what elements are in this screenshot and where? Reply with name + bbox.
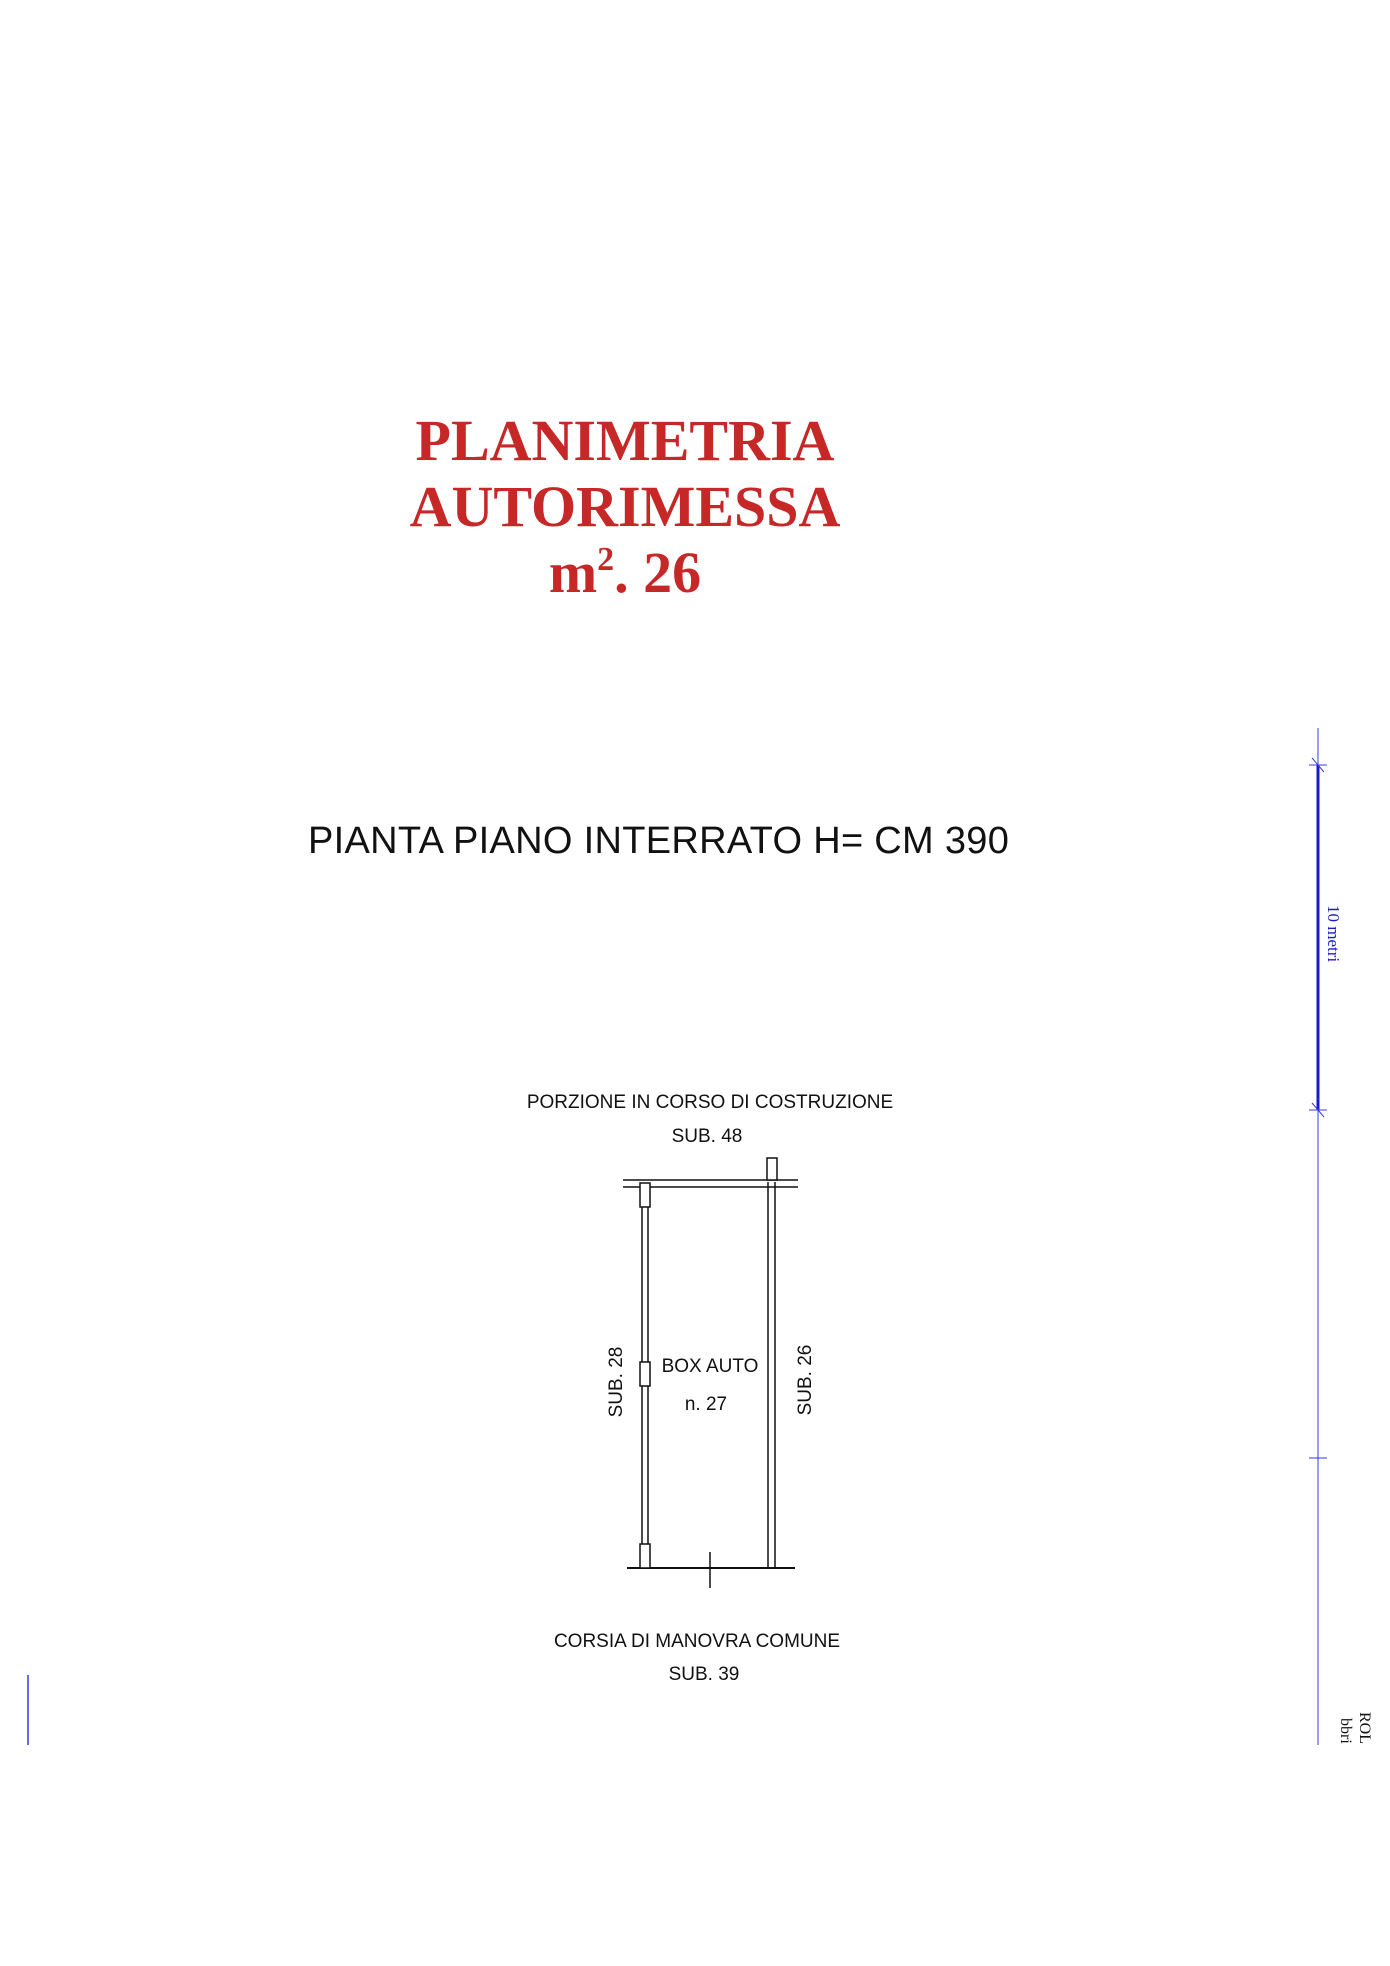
title-line-2: AUTORIMESSA bbox=[409, 474, 841, 539]
top-area-label: PORZIONE IN CORSO DI COSTRUZIONE bbox=[526, 1092, 894, 1113]
title-line-1: PLANIMETRIA bbox=[415, 408, 835, 473]
margin-text-line-2: ROL bbox=[1356, 1712, 1373, 1744]
margin-text bbox=[1337, 1712, 1373, 1744]
pillar-mid-left bbox=[640, 1362, 650, 1386]
room-label: BOX AUTO bbox=[661, 1356, 759, 1377]
area-value: . 26 bbox=[614, 540, 702, 605]
area-unit-exponent: 2 bbox=[597, 541, 615, 578]
room-number: n. 27 bbox=[684, 1394, 728, 1415]
area-unit: m bbox=[548, 540, 598, 605]
right-sub-label: SUB. 26 bbox=[795, 1344, 816, 1416]
scale-bar-label: 10 metri bbox=[1324, 905, 1343, 963]
scale-bar bbox=[1309, 728, 1343, 1745]
margin-text-line-1: bbri bbox=[1337, 1718, 1354, 1744]
pillar-top-right bbox=[767, 1158, 777, 1180]
bottom-area-label: CORSIA DI MANOVRA COMUNE bbox=[553, 1631, 841, 1652]
top-sub-label: SUB. 48 bbox=[671, 1126, 743, 1147]
pillar-top-left bbox=[640, 1183, 650, 1207]
pillar-bottom-left bbox=[640, 1544, 650, 1568]
left-sub-label: SUB. 28 bbox=[606, 1346, 627, 1418]
plan-title: PIANTA PIANO INTERRATO H= CM 390 bbox=[308, 820, 1010, 862]
bottom-sub-label: SUB. 39 bbox=[668, 1664, 740, 1685]
